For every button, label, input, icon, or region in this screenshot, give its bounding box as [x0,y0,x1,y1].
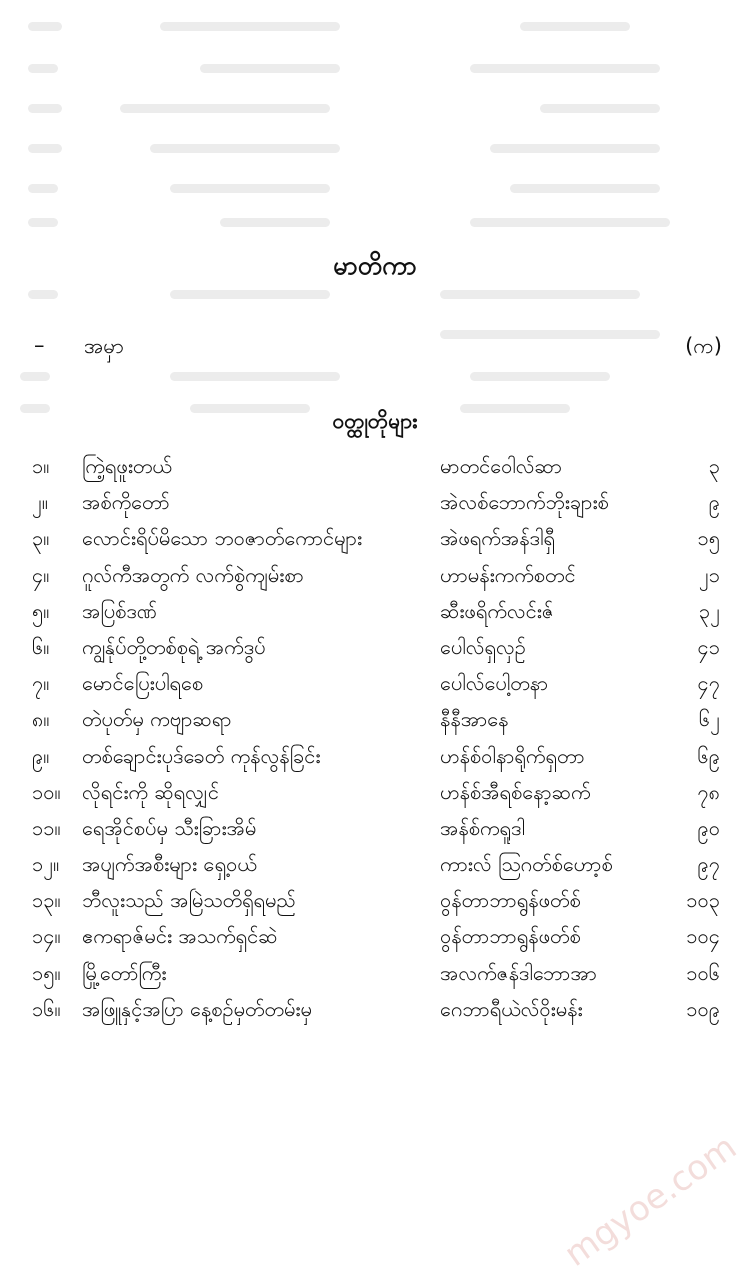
toc-entry-author: ဟန်စ်ဝါနာရိုက်ရှတာ [440,743,585,768]
toc-entry-title: လောင်းရိပ်မိသော ဘဝဇာတ်ကောင်များ [82,526,363,551]
toc-entry-page: ၉ [708,490,720,515]
toc-entry-title: လိုရင်းကို ဆိုရလျှင် [82,779,219,804]
toc-entry-author: ပေါလ်ရှလှဉ် [440,634,526,659]
intro-label: အမှာ [84,334,124,358]
toc-entry-number: ၂။ [32,490,48,515]
toc-entry-title: ဂူလ်ကီအတွက် လက်စွဲကျမ်းစာ [82,562,304,587]
toc-entry-title: ဘီလူးသည် အမြဲသတိရှိရမည် [82,888,296,913]
toc-entry-title: အပြစ်ဒဏ် [82,598,157,623]
bleed-through-text [0,0,750,460]
toc-entry-title: မြို့တော်ကြီး [82,960,167,985]
toc-entry-author: ဝွန်တာဘာရွန်ဖတ်စ် [440,924,581,949]
toc-entry-author: မာတင်ဝေါလ်ဆာ [440,454,563,478]
toc-entry-number: ၁။ [32,454,50,478]
toc-entry-number: ၇။ [32,671,50,696]
toc-entry[interactable] [32,595,720,631]
toc-entry-number: ၁၂။ [32,852,60,877]
toc-entry[interactable] [32,631,720,667]
toc-entry-page: ၁၅ [697,526,720,551]
toc-entry-number: ၆။ [32,634,50,659]
toc-entry[interactable] [32,703,720,739]
toc-entry[interactable] [32,486,720,522]
toc-entry-author: အဲဖရက်အန်ဒါရှီ [440,526,555,551]
toc-entry-title: ဧကရာဇ်မင်း အသက်ရှင်ဆဲ [82,924,278,949]
toc-entry-page: ၉၇ [697,852,720,877]
toc-entry-author: ကားလ် ဩဂတ်စ်ဟော့စ် [440,852,613,877]
toc-entry-page: ၂၁ [698,562,720,587]
toc-entry[interactable] [32,920,720,956]
toc-entry-title: အစ်ကိုတော် [82,490,170,515]
toc-entry-author: အဲလစ်ဘောက်ဘိုးချားစ် [440,490,609,515]
toc-entry-number: ၈။ [32,707,50,732]
toc-entry-page: ၄၁ [697,634,720,659]
toc-list [32,450,720,1029]
toc-entry-number: ၁၁။ [32,815,61,840]
toc-entry[interactable] [32,993,720,1029]
toc-entry[interactable] [32,848,720,884]
toc-entry-author: ဝွန်တာဘာရွန်ဖတ်စ် [440,888,581,913]
toc-entry-author: ဟန်စ်အီရစ်နော့ဆက် [440,779,591,804]
toc-entry-author: ပေါလ်ပေါ့တနာ [440,671,549,696]
toc-entry-title: ကျွန်ုပ်တို့တစ်စုရဲ့ အက်ဒွပ် [82,634,266,659]
toc-entry-author: နီနီအာနေ [440,707,509,732]
toc-entry[interactable] [32,812,720,848]
toc-entry-title: ရေအိုင်စပ်မှ သီးခြားအိမ် [82,815,257,840]
toc-entry-number: ၃။ [32,526,50,551]
toc-entry[interactable] [32,884,720,920]
toc-entry-title: တဲပုတ်မှ ကဗျာဆရာ [82,707,232,732]
intro-dash: – [34,333,45,357]
toc-entry-page: ၁၀၄ [686,924,720,949]
toc-entry-page: ၄၇ [697,671,720,696]
toc-entry-page: ၁၀၆ [686,960,720,985]
toc-entry-title: မောင်ပြေးပါရစေ [82,671,204,696]
toc-entry-author: ဟာမန်းကက်စတင် [440,562,576,587]
toc-entry[interactable] [32,450,720,486]
toc-entry-page: ၃၂ [698,598,720,623]
toc-entry-page: ၁၀၃ [686,888,720,913]
toc-entry-page: ၁၀၉ [686,996,720,1021]
toc-entry-number: ၁၄။ [32,924,61,949]
intro-page-number: (က) [685,334,722,358]
toc-entry-number: ၅။ [32,598,50,623]
toc-entry-number: ၁၃။ [32,888,61,913]
toc-entry-number: ၄။ [32,562,50,587]
toc-entry[interactable] [32,559,720,595]
toc-entry[interactable] [32,957,720,993]
toc-entry[interactable] [32,522,720,558]
toc-entry-author: ဆီးဖရိက်လင်းဇ် [440,598,554,623]
watermark: mgyoe.com [557,1127,744,1275]
toc-entry-page: ၆၉ [697,743,720,768]
intro-entry[interactable] [34,333,722,367]
toc-entry-page: ၉၀ [697,815,720,840]
toc-entry-page: ၆၂ [698,707,720,732]
page-title: မာတိကာ [333,251,417,280]
toc-entry-number: ၁၀။ [32,779,61,804]
toc-entry-title: အပျက်အစီးများ ရှေ့ဝယ် [82,852,257,877]
toc-entry-title: အဖြူနှင့်အပြာ နေ့စဉ်မှတ်တမ်းမှ [82,996,312,1021]
toc-entry[interactable] [32,740,720,776]
toc-entry-title: ကြဲ့ရဖူးတယ် [82,454,172,478]
toc-entry-number: ၉။ [32,743,50,768]
toc-entry-page: ၃ [708,454,720,478]
toc-entry-number: ၁၅။ [32,960,61,985]
toc-entry-author: အန်စ်ကရူဒါ [440,815,525,840]
toc-entry[interactable] [32,667,720,703]
toc-entry-number: ၁၆။ [32,996,61,1021]
section-heading: ဝတ္ထုတိုများ [332,409,418,433]
toc-entry-author: အလက်ဇန်ဒါဘောအာ [440,960,597,985]
toc-entry-title: တစ်ချောင်းပုဒ်ခေတ် ကုန်လွန်ခြင်း [82,743,321,768]
toc-entry[interactable] [32,776,720,812]
toc-entry-author: ဂေဘာရီယဲလ်ဝိုးမန်း [440,996,583,1021]
toc-entry-page: ၇၈ [697,779,720,804]
